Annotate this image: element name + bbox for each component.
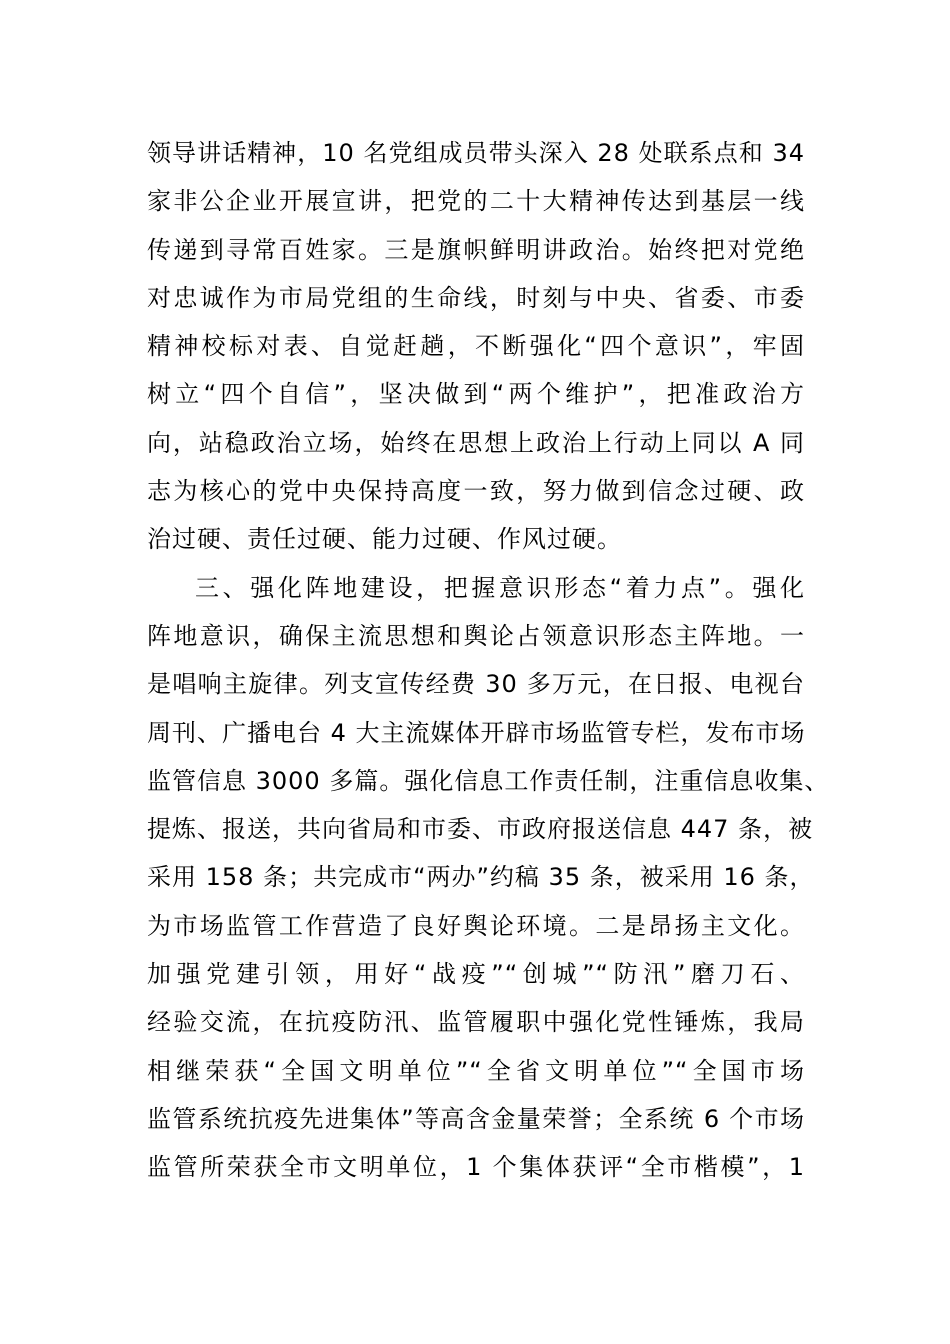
text-line: 提炼、报送，共向省局和市委、市政府报送信息 447 条，被: [147, 815, 814, 844]
text-line: 树立“四个自信”，坚决做到“两个维护”，把准政治方: [147, 380, 805, 409]
text-line: 志为核心的党中央保持高度一致，努力做到信念过硬、政: [147, 477, 805, 506]
section-heading-line: 三、强化阵地建设，把握意识形态“着力点”。强化: [195, 573, 805, 602]
text-line: 监管所荣获全市文明单位，1 个集体获评“全市楷模”，1: [147, 1153, 805, 1182]
text-line: 治过硬、责任过硬、能力过硬、作风过硬。: [147, 525, 622, 554]
text-line: 家非公企业开展宣讲，把党的二十大精神传达到基层一线: [147, 187, 805, 216]
text-line: 监管信息 3000 多篇。强化信息工作责任制，注重信息收集、: [147, 766, 830, 795]
paragraph-1: [147, 129, 805, 564]
text-line: 监管系统抗疫先进集体”等高含金量荣誉；全系统 6 个市场: [147, 1104, 805, 1133]
text-line: 经验交流，在抗疫防汛、监管履职中强化党性锤炼，我局: [147, 1008, 805, 1037]
text-line: 阵地意识，确保主流思想和舆论占领意识形态主阵地。一: [147, 621, 805, 650]
text-line: 是唱响主旋律。列支宣传经费 30 多万元，在日报、电视台: [147, 670, 805, 699]
document-body: [147, 129, 830, 1192]
text-line: 向，站稳政治立场，始终在思想上政治上行动上同以 A 同: [147, 428, 805, 457]
text-line: 相继荣获“全国文明单位”“全省文明单位”“全国市场: [147, 1056, 805, 1085]
text-line: 为市场监管工作营造了良好舆论环境。二是昂扬主文化。: [147, 911, 805, 940]
text-line: 精神校标对表、自觉赶趟，不断强化“四个意识”，牢固: [147, 332, 805, 361]
text-line: 领导讲话精神，10 名党组成员带头深入 28 处联系点和 34: [147, 139, 805, 167]
text-line: 对忠诚作为市局党组的生命线，时刻与中央、省委、市委: [147, 283, 805, 312]
text-line: 周刊、广播电台 4 大主流媒体开辟市场监管专栏，发布市场: [147, 718, 806, 747]
text-line: 采用 158 条；共完成市“两办”约稿 35 条，被采用 16 条，: [147, 863, 815, 892]
text-line: 传递到寻常百姓家。三是旗帜鲜明讲政治。始终把对党绝: [147, 235, 805, 264]
paragraph-2: [147, 564, 830, 1192]
text-line: 加强党建引领，用好“战疫”“创城”“防汛”磨刀石、: [147, 960, 805, 989]
